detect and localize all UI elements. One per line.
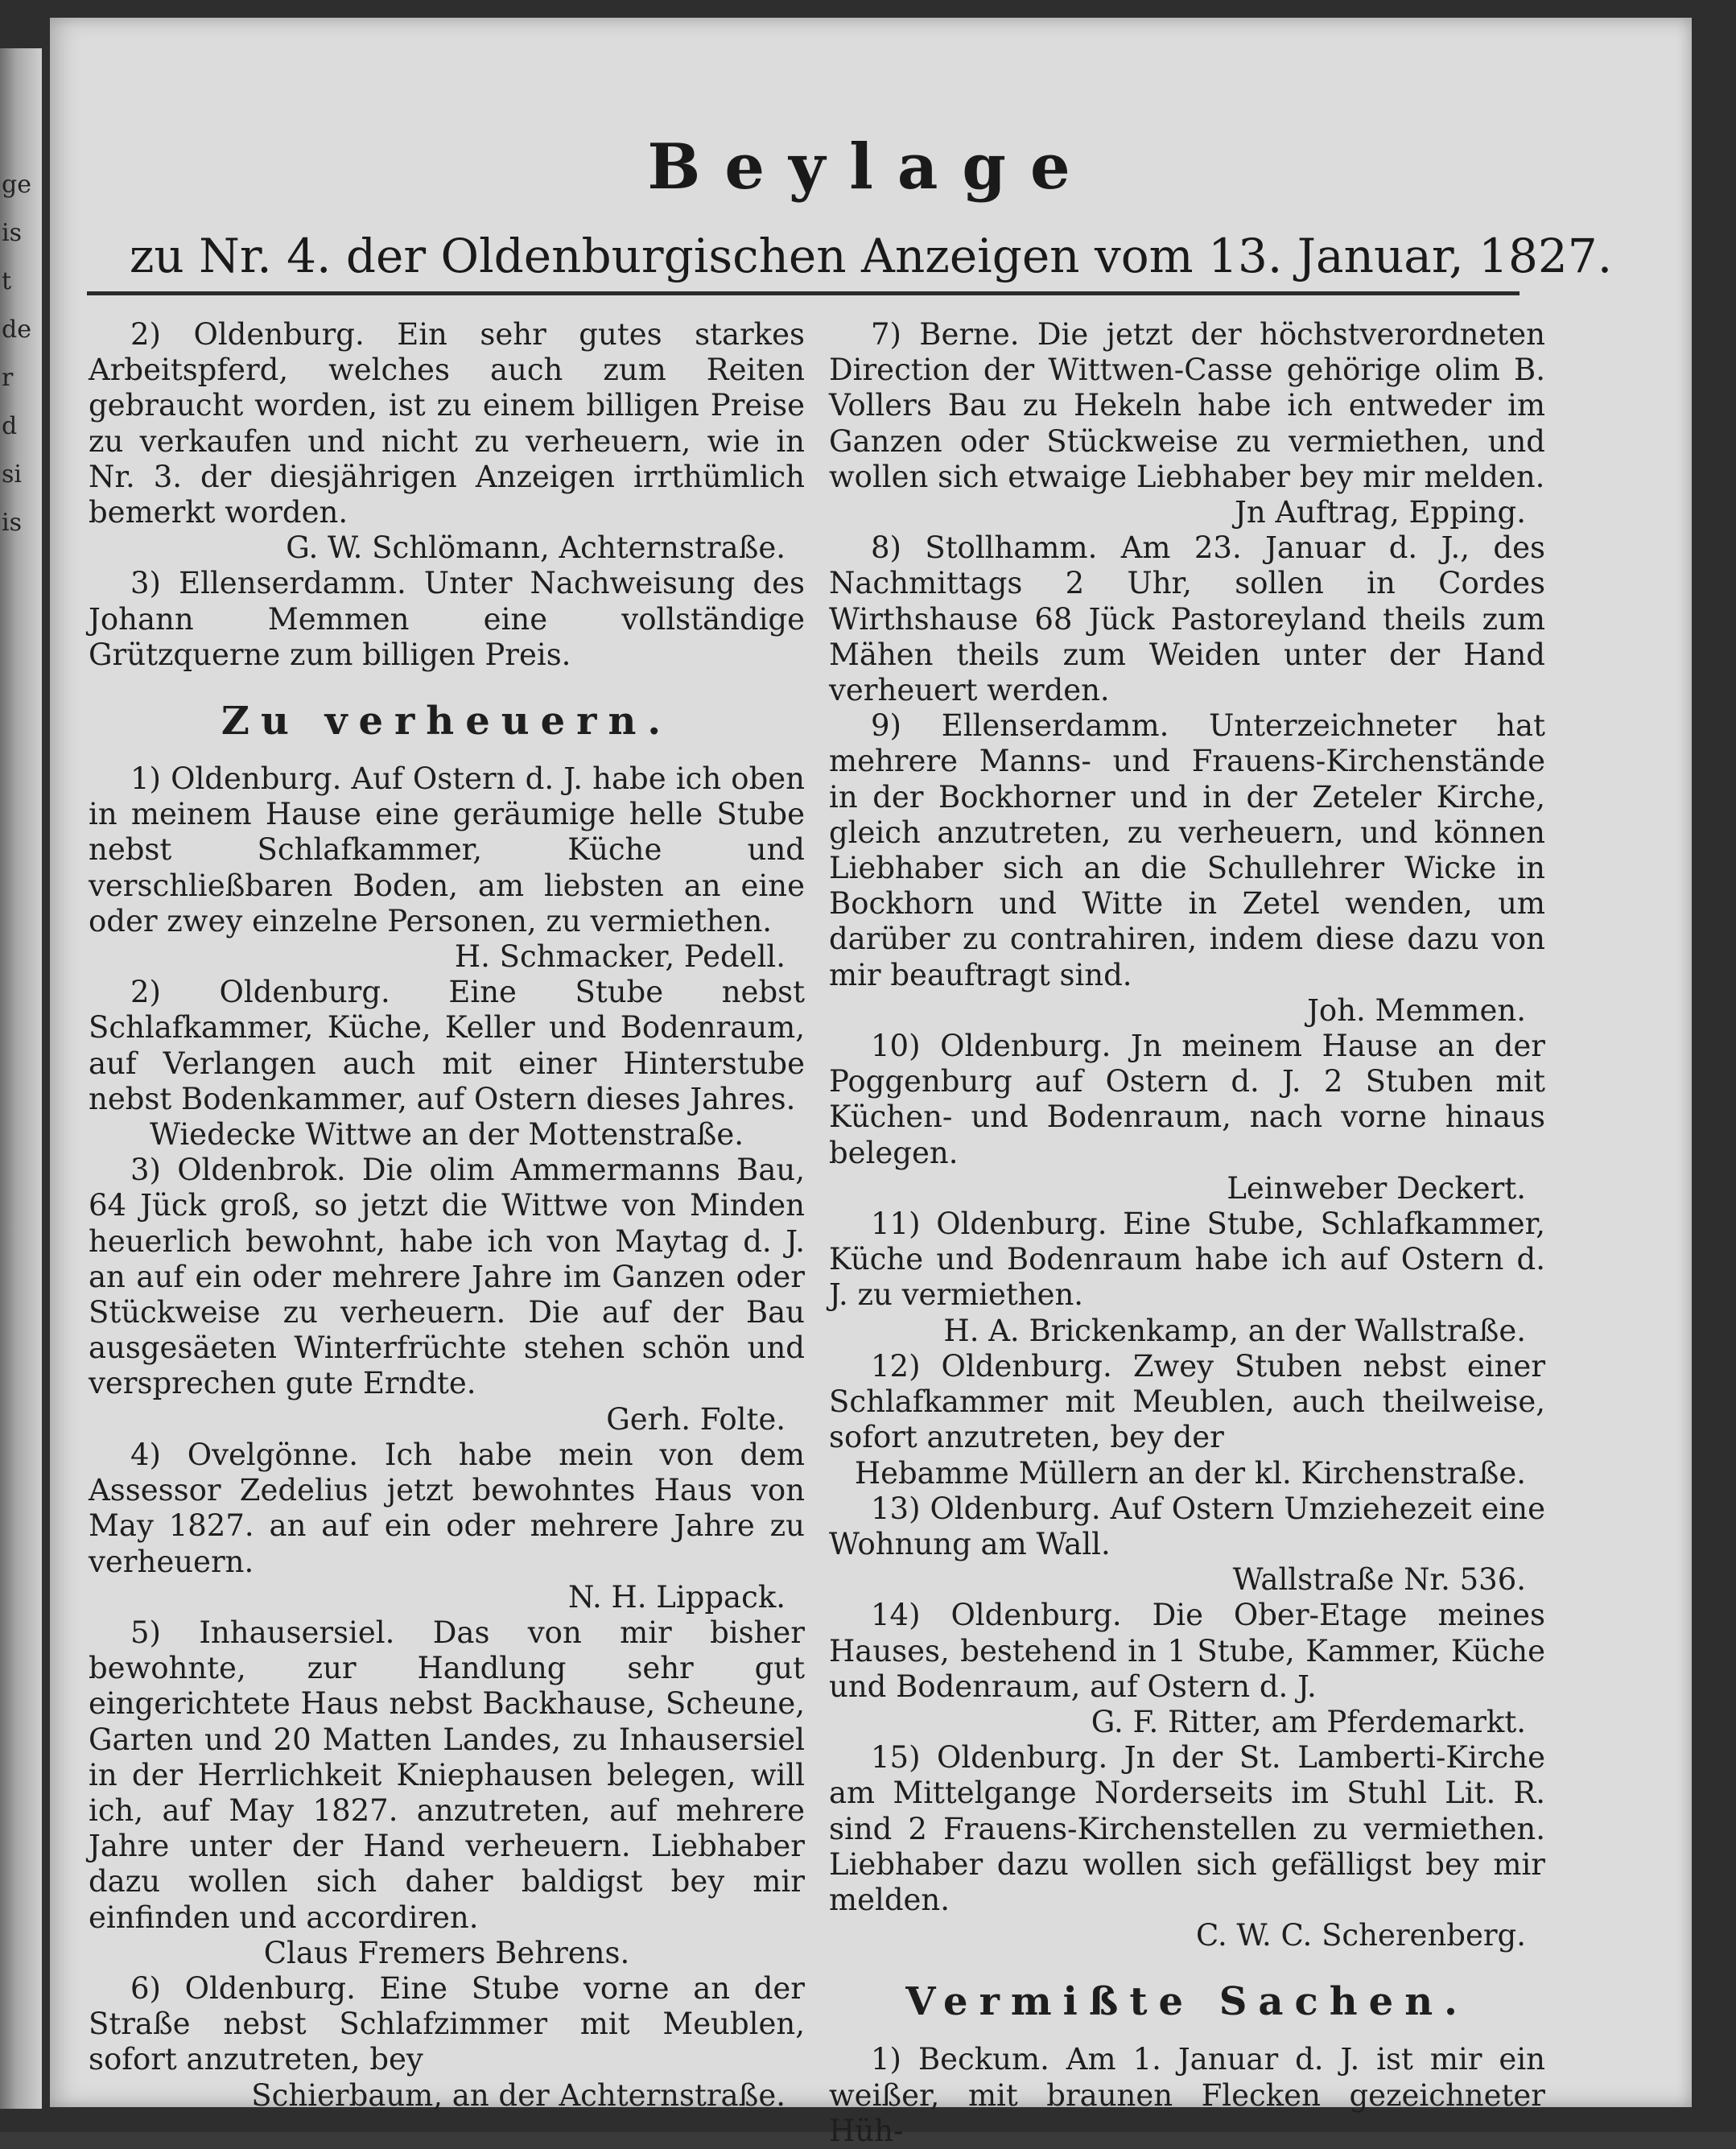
supplement-title: Beylage (647, 130, 1095, 204)
notice-rent-12: 12) Oldenburg. Zwey Stuben nebst einer Schlafkammer mit Meublen, auch theilweise, sofort anzutreten, bey der (829, 1348, 1545, 1455)
notice-rent-5: 5) Inhausersiel. Das von mir bisher bewohnte, zur Handlung sehr gut eingerichtete Haus nebst Backhause, Scheune, Garten und 20 Matten Landes, zu Inhausersiel in der Herrlichkeit Kniephausen belegen, will ich, auf May 1827. anzutreten, auf mehrere Jahre unter der Hand verheuern. Liebhaber dazu wollen sich daher baldigst bey mir einfinden und accordiren. (89, 1615, 805, 1935)
notice-rent-14: 14) Oldenburg. Die Ober-Etage meines Hauses, bestehend in 1 Stube, Kammer, Küche und Bodenraum, auf Ostern d. J. (829, 1598, 1545, 1704)
previous-page-text-fragments: ge is t de r d si is (2, 171, 31, 537)
notice-sale-3: 3) Ellenserdamm. Unter Nachweisung des Johann Memmen eine vollständige Grützquerne zum billigen Preis. (89, 566, 805, 672)
section-heading-zu-verheuern: Zu verheuern. (221, 699, 673, 745)
notice-rent-1-signature: H. Schmacker, Pedell. (454, 939, 786, 975)
notice-rent-15-signature: C. W. C. Scherenberg. (1195, 1918, 1526, 1953)
section-heading-vermisste-sachen: Vermißte Sachen. (905, 1979, 1469, 2025)
notice-rent-2: 2) Oldenburg. Eine Stube nebst Schlafkammer, Küche, Keller und Bodenraum, auf Verlangen auch mit einer Hinterstube nebst Bodenkammer, auf Ostern dieses Jahres. (89, 975, 805, 1116)
notice-rent-4-signature: N. H. Lippack. (567, 1579, 786, 1615)
notice-rent-7: 7) Berne. Die jetzt der höchstverordneten Direction der Wittwen-Casse gehörige olim B. Vollers Bau zu Hekeln habe ich entweder im Ganzen oder Stückweise zu vermiethen, und wollen sich etwaige Liebhaber bey mir melden. (829, 317, 1545, 494)
notice-rent-10: 10) Oldenburg. Jn meinem Hause an der Poggenburg auf Ostern d. J. 2 Stuben mit Küchen- und Bodenraum, nach vorne hinaus belegen. (829, 1029, 1545, 1170)
notice-missing-1: 1) Beckum. Am 1. Januar d. J. ist mir ein weißer, mit braunen Flecken gezeichneter Hüh- (829, 2042, 1545, 2148)
notice-rent-13: 13) Oldenburg. Auf Ostern Umziehezeit eine Wohnung am Wall. (829, 1491, 1545, 1561)
notice-rent-4: 4) Ovelgönne. Ich habe mein von dem Assessor Zedelius jetzt bewohntes Haus von May 1827. an auf ein oder mehrere Jahre zu verheuern. (89, 1437, 805, 1579)
newspaper-page (50, 18, 1692, 2148)
previous-page-edge (0, 48, 42, 2109)
notice-sale-2: 2) Oldenburg. Ein sehr gutes starkes Arbeitspferd, welches auch zum Reiten gebraucht worden, ist zu einem billigen Preise zu verkaufen und nicht zu verheuern, wie in Nr. 3. der diesjährigen Anzeigen irrthümlich bemerkt worden. (89, 317, 805, 530)
issue-subtitle: zu Nr. 4. der Oldenburgischen Anzeigen vom 13. Januar, 1827. (129, 229, 1613, 283)
notice-rent-13-signature: Wallstraße Nr. 536. (1232, 1562, 1526, 1598)
notice-rent-6-signature: Schierbaum, an der Achternstraße. (251, 2077, 786, 2113)
notice-rent-8: 8) Stollhamm. Am 23. Januar d. J., des Nachmittags 2 Uhr, sollen in Cordes Wirthshause 68 Jück Pastoreyland theils zum Mähen theils zum Weiden unter der Hand verheuert werden. (829, 530, 1545, 708)
notice-rent-12-signature: Hebamme Müllern an der kl. Kirchenstraße. (854, 1455, 1526, 1491)
notice-rent-9: 9) Ellenserdamm. Unterzeichneter hat mehrere Manns- und Frauens-Kirchenstände in der Bockhorner und in der Zeteler Kirche, gleich anzutreten, zu verheuern, und können Liebhaber sich an die Schullehrer Wicke in Bockhorn und Witte in Zetel wenden, um darüber zu contrahiren, indem diese dazu von mir beauftragt sind. (829, 708, 1545, 992)
notice-rent-9-signature: Joh. Memmen. (1307, 992, 1526, 1028)
notice-rent-11: 11) Oldenburg. Eine Stube, Schlafkammer, Küche und Bodenraum habe ich auf Ostern d. J. zu vermiethen. (829, 1206, 1545, 1313)
notice-rent-2-signature: Wiedecke Wittwe an der Mottenstraße. (149, 1117, 744, 1153)
notice-rent-7-signature: Jn Auftrag, Epping. (1235, 495, 1526, 530)
notice-rent-6: 6) Oldenburg. Eine Stube vorne an der Straße nebst Schlafzimmer mit Meublen, sofort anzutreten, bey (89, 1970, 805, 2077)
notice-rent-3: 3) Oldenbrok. Die olim Ammermanns Bau, 64 Jück groß, so jetzt die Wittwe von Minden heuerlich bewohnt, habe ich von Maytag d. J. an auf ein oder mehrere Jahre im Ganzen oder Stückweise zu verheuern. Die auf der Bau ausgesäeten Winterfrüchte stehen schön und versprechen gute Erndte. (89, 1153, 805, 1401)
header-rule (87, 291, 1520, 295)
left-column (89, 317, 805, 2114)
notice-rent-5-signature: Claus Fremers Behrens. (263, 1935, 630, 1970)
notice-sale-2-signature: G. W. Schlömann, Achternstraße. (286, 530, 786, 566)
notice-rent-14-signature: G. F. Ritter, am Pferdemarkt. (1091, 1704, 1526, 1739)
notice-rent-1: 1) Oldenburg. Auf Ostern d. J. habe ich oben in meinem Hause eine geräumige helle Stube nebst Schlafkammer, Küche und verschließbaren Boden, am liebsten an eine oder zwey einzelne Personen, zu vermiethen. (89, 761, 805, 938)
notice-rent-11-signature: H. A. Brickenkamp, an der Wallstraße. (943, 1313, 1526, 1348)
notice-rent-15: 15) Oldenburg. Jn der St. Lamberti-Kirche am Mittelgange Norderseits im Stuhl Lit. R. sind 2 Frauens-Kirchenstellen zu vermiethen. Liebhaber dazu wollen sich gefälligst bey mir melden. (829, 1740, 1545, 1917)
notice-rent-3-signature: Gerh. Folte. (606, 1401, 786, 1437)
notice-rent-10-signature: Leinweber Deckert. (1227, 1170, 1526, 1206)
right-column (829, 317, 1545, 2149)
